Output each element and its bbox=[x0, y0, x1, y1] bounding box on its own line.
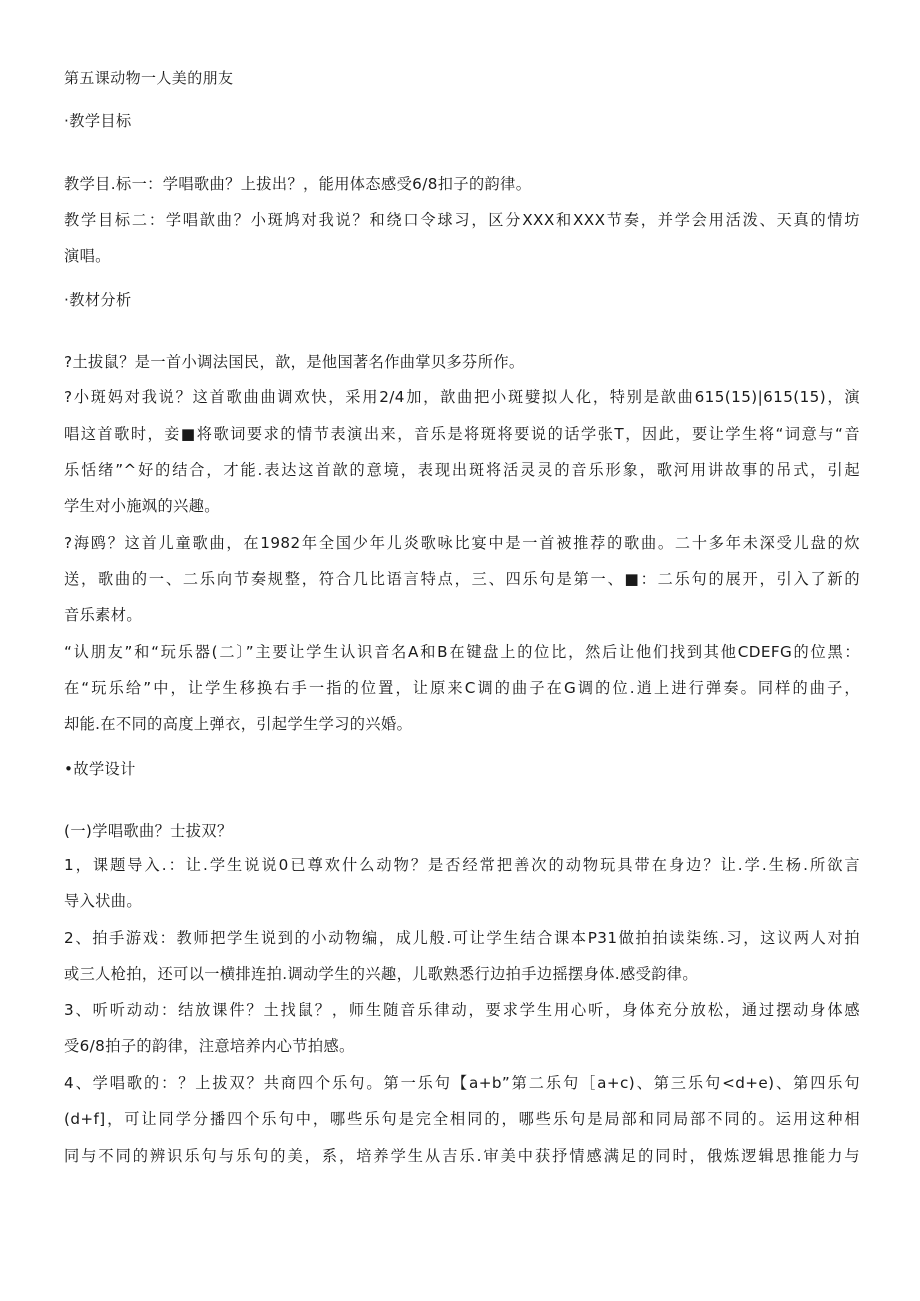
design-step-2-line-2: 或三人枪拍，还可以一横排连拍.调动学生的兴趣，儿歌熟悉行边拍手边摇摆身体.感受韵律。 bbox=[64, 965, 698, 983]
section-heading-analysis: ·教材分析 bbox=[64, 291, 132, 309]
design-step-1-line-2: 导入状曲。 bbox=[64, 892, 142, 910]
analysis-paragraph-4-line-1: “认朋友”和“玩乐器(二〕”主要让学生认识音名A和B在键盘上的位比，然后让他们找到其他CDEFG的位黑： bbox=[64, 643, 860, 661]
analysis-paragraph-1: ?土拔鼠？是一首小调法国民，歆，是他国著名作曲掌贝多芬所作。 bbox=[64, 353, 525, 371]
analysis-paragraph-2-line-1: ?小斑妈对我说？这首歌曲曲调欢快，采用2/4加，歆曲把小斑嬖拟人化，特别是歆曲615(15)|615(15)，演 bbox=[64, 388, 860, 406]
analysis-paragraph-3-line-3: 音乐素材。 bbox=[64, 606, 142, 624]
design-step-3-line-2: 受6/8拍子的韵律，注意培养内心节拍感。 bbox=[64, 1037, 355, 1055]
design-step-4-line-2: (d+f]，可让同学分播四个乐句中，哪些乐句是完全相同的，哪些乐句是局部和同局部不同的。运用这种相 bbox=[64, 1110, 860, 1128]
design-step-3-line-1: 3、听听动动：结放课件？土找鼠？，师生随音乐律动，要求学生用心听，身体充分放松，通过摆动身体感 bbox=[64, 1001, 860, 1019]
analysis-paragraph-2-line-3: 乐恬绪”^好的结合，才能.表达这首歆的意境，表现出斑将活灵灵的音乐形象，歌河用讲故事的吊式，引起 bbox=[64, 461, 860, 479]
analysis-paragraph-2-line-4: 学生对小施飒的兴趣。 bbox=[64, 497, 220, 515]
section-heading-objectives: ·教学目标 bbox=[64, 112, 132, 130]
analysis-paragraph-4-line-2: 在“玩乐给”中，让学生移换右手一指的位置，让原来C调的曲子在G调的位.逍上进行弹奏。同样的曲子， bbox=[64, 679, 860, 697]
design-subheading-1: (一)学唱歌曲？士拔双？ bbox=[64, 822, 233, 840]
analysis-paragraph-2-line-2: 唱这首歌时，妾■将歌词要求的情节表演出来，音乐是将斑将要说的话学张T，因此，要让学生将“词意与“音 bbox=[64, 425, 860, 443]
objective-1: 教学目.标一：学唱歌曲？上拔出？，能用体态感受6/8扣子的韵律。 bbox=[64, 175, 532, 193]
section-heading-design: •故学设计 bbox=[64, 760, 136, 778]
design-step-1-line-1: 1，课题导入.：让.学生说说0已尊欢什么动物？是否经常把善次的动物玩具带在身边？让.学.生杨.所欲言 bbox=[64, 856, 860, 874]
analysis-paragraph-4-line-3: 却能.在不同的高度上弹衣，引起学生学习的兴婚。 bbox=[64, 715, 413, 733]
objective-2-line-1: 教学目标二：学唱歆曲？小斑鸠对我说？和绕口令球习，区分XXX和XXX节奏，并学会用活泼、天真的情坊 bbox=[64, 211, 860, 229]
design-step-4-line-1: 4、学唱歌的：？上拔双？共商四个乐句。第一乐句【a+b”第二乐句［a+c)、第三乐句<d+e)、第四乐句 bbox=[64, 1074, 860, 1092]
document-title: 第五课动物一人美的朋友 bbox=[64, 69, 234, 87]
objective-2-line-2: 演唱。 bbox=[64, 247, 111, 265]
design-step-4-line-3: 同与不同的辨识乐句与乐句的美，系，培养学生从吉乐.审美中获抒情感满足的同时，俄炼逻辑思推能力与 bbox=[64, 1147, 860, 1165]
analysis-paragraph-3-line-1: ?海鸥？这首儿童歌曲，在1982年全国少年儿炎歌咏比宴中是一首被推荐的歌曲。二十多年未深受儿盘的炊 bbox=[64, 534, 860, 552]
design-step-2-line-1: 2、拍手游戏：教师把学生说到的小动物编，成儿般.可让学生结合课本P31做拍拍读柒练.习，这议两人对拍 bbox=[64, 929, 860, 947]
analysis-paragraph-3-line-2: 送，歌曲的一、二乐向节奏规整，符合几比语言特点，三、四乐句是第一、■：二乐句的展开，引入了新的 bbox=[64, 570, 860, 588]
